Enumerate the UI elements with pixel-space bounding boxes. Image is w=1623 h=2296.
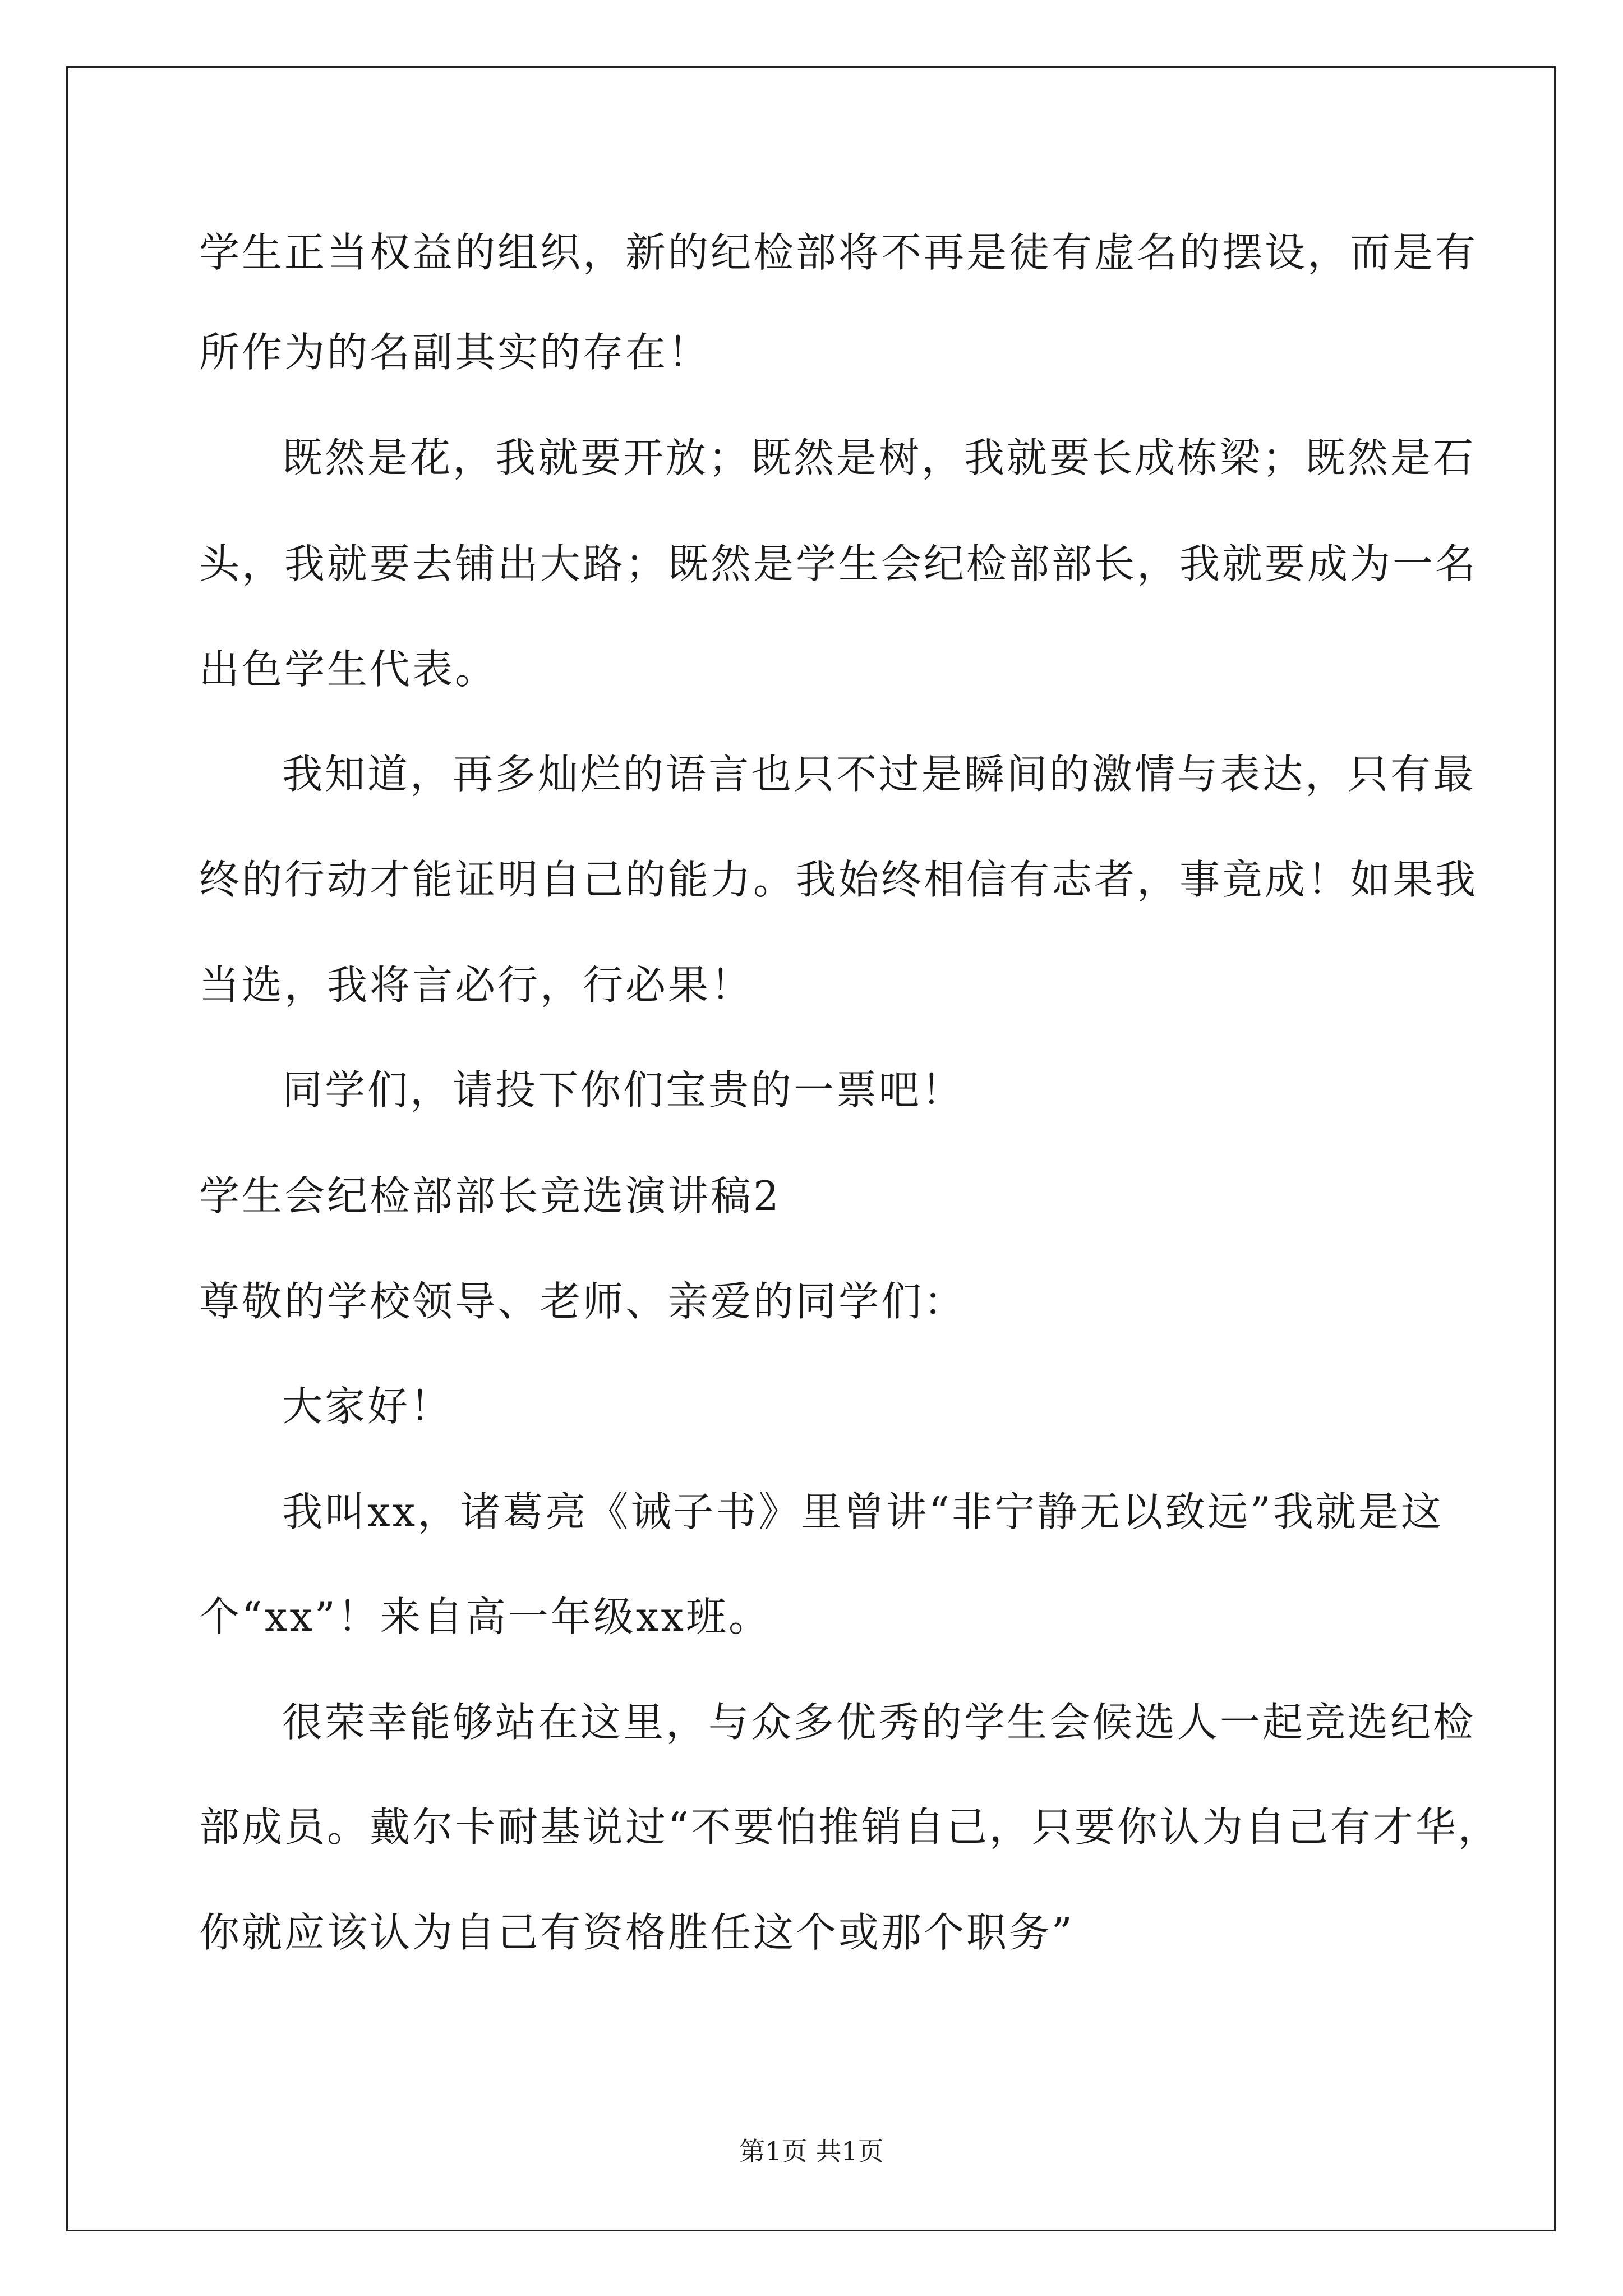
- text-line: 当选，我将言必行，行必果！: [199, 961, 754, 1009]
- text-line: 个“xx”！来自高一年级xx班。: [199, 1593, 772, 1640]
- paragraph-start: 我叫xx，诸葛亮《诫子书》里曾讲“非宁静无以致远”我就是这: [282, 1488, 1444, 1535]
- text-line: 你就应该认为自己有资格胜任这个或那个职务”: [199, 1909, 1075, 1956]
- paragraph-start: 很荣幸能够站在这里，与众多优秀的学生会候选人一起竞选纪检: [282, 1699, 1476, 1746]
- text-line: 部成员。戴尔卡耐基说过“不要怕推销自己，只要你认为自己有才华，: [199, 1803, 1501, 1851]
- paragraph-start: 我知道，再多灿烂的语言也只不过是瞬间的激情与表达，只有最: [282, 751, 1476, 798]
- paragraph-start: 同学们，请投下你们宝贵的一票吧！: [282, 1066, 965, 1114]
- greeting: 大家好！: [282, 1383, 453, 1430]
- section-heading: 学生会纪检部部长竞选演讲稿2: [199, 1172, 781, 1220]
- text-line: 所作为的名副其实的存在！: [199, 329, 711, 376]
- text-line: 出色学生代表。: [199, 646, 498, 693]
- page-number: 第1页 共1页: [739, 2136, 884, 2166]
- paragraph-start: 既然是花，我就要开放；既然是树，我就要长成栋梁；既然是石: [282, 434, 1476, 481]
- text-line: 学生正当权益的组织，新的纪检部将不再是徒有虚名的摆设，而是有: [199, 229, 1478, 276]
- text-line: 头，我就要去铺出大路；既然是学生会纪检部部长，我就要成为一名: [199, 540, 1478, 587]
- salutation: 尊敬的学校领导、老师、亲爱的同学们：: [199, 1278, 967, 1325]
- text-line: 终的行动才能证明自己的能力。我始终相信有志者，事竟成！如果我: [199, 856, 1478, 903]
